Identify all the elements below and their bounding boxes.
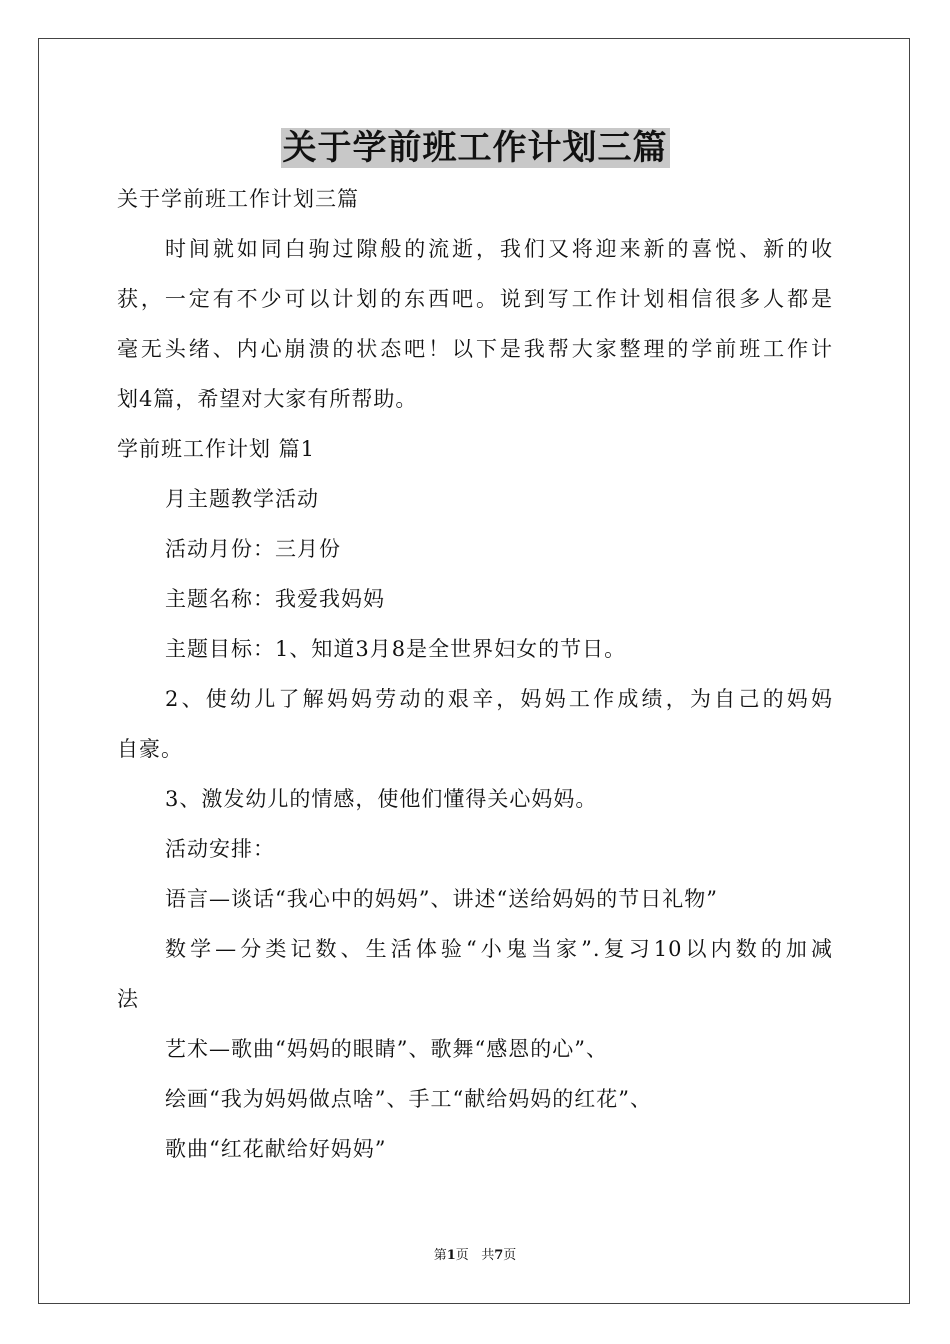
paragraph-line: 划4篇，希望对大家有所帮助。 (117, 387, 418, 411)
paragraph-line: 主题名称：我爱我妈妈 (165, 587, 385, 611)
paragraph-line: 3、激发幼儿的情感，使他们懂得关心妈妈。 (165, 787, 598, 811)
document-title (0, 126, 950, 170)
paragraph-line: 绘画“我为妈妈做点啥”、手工“献给妈妈的红花”、 (165, 1087, 652, 1111)
footer-page-number: 1 (446, 1248, 456, 1263)
page-footer (0, 1247, 950, 1265)
document-title-text: 关于学前班工作计划三篇 (282, 128, 668, 168)
paragraph-line: 法 (117, 987, 139, 1011)
paragraph-line: 语言—谈话“我心中的妈妈”、讲述“送给妈妈的节日礼物” (165, 887, 718, 911)
footer-total-prefix: 共 (481, 1248, 495, 1263)
footer-page-suffix: 页 (455, 1248, 469, 1263)
subtitle-line: 关于学前班工作计划三篇 (117, 187, 359, 211)
paragraph-line: 2、使幼儿了解妈妈劳动的艰辛，妈妈工作成绩，为自己的妈妈 (165, 687, 833, 711)
section-heading: 学前班工作计划 篇1 (117, 437, 316, 461)
paragraph-line: 数学—分类记数、生活体验“小鬼当家”.复习10以内数的加减 (165, 937, 833, 961)
paragraph-line: 歌曲“红花献给好妈妈” (165, 1137, 387, 1161)
paragraph-line: 获，一定有不少可以计划的东西吧。说到写工作计划相信很多人都是 (117, 287, 833, 311)
paragraph-line: 主题目标：1、知道3月8是全世界妇女的节日。 (165, 637, 627, 661)
footer-total-suffix: 页 (503, 1248, 517, 1263)
footer-total-pages: 7 (494, 1248, 504, 1263)
paragraph-line: 活动安排： (165, 837, 275, 861)
paragraph-line: 自豪。 (117, 737, 183, 761)
paragraph-line: 毫无头绪、内心崩溃的状态吧！以下是我帮大家整理的学前班工作计 (117, 337, 833, 361)
paragraph-line: 艺术—歌曲“妈妈的眼睛”、歌舞“感恩的心”、 (165, 1037, 608, 1061)
paragraph-line: 月主题教学活动 (165, 487, 319, 511)
paragraph-line: 时间就如同白驹过隙般的流逝，我们又将迎来新的喜悦、新的收 (165, 237, 833, 261)
document-body (117, 174, 833, 1174)
footer-page-prefix: 第 (433, 1248, 447, 1263)
paragraph-line: 活动月份：三月份 (165, 537, 341, 561)
